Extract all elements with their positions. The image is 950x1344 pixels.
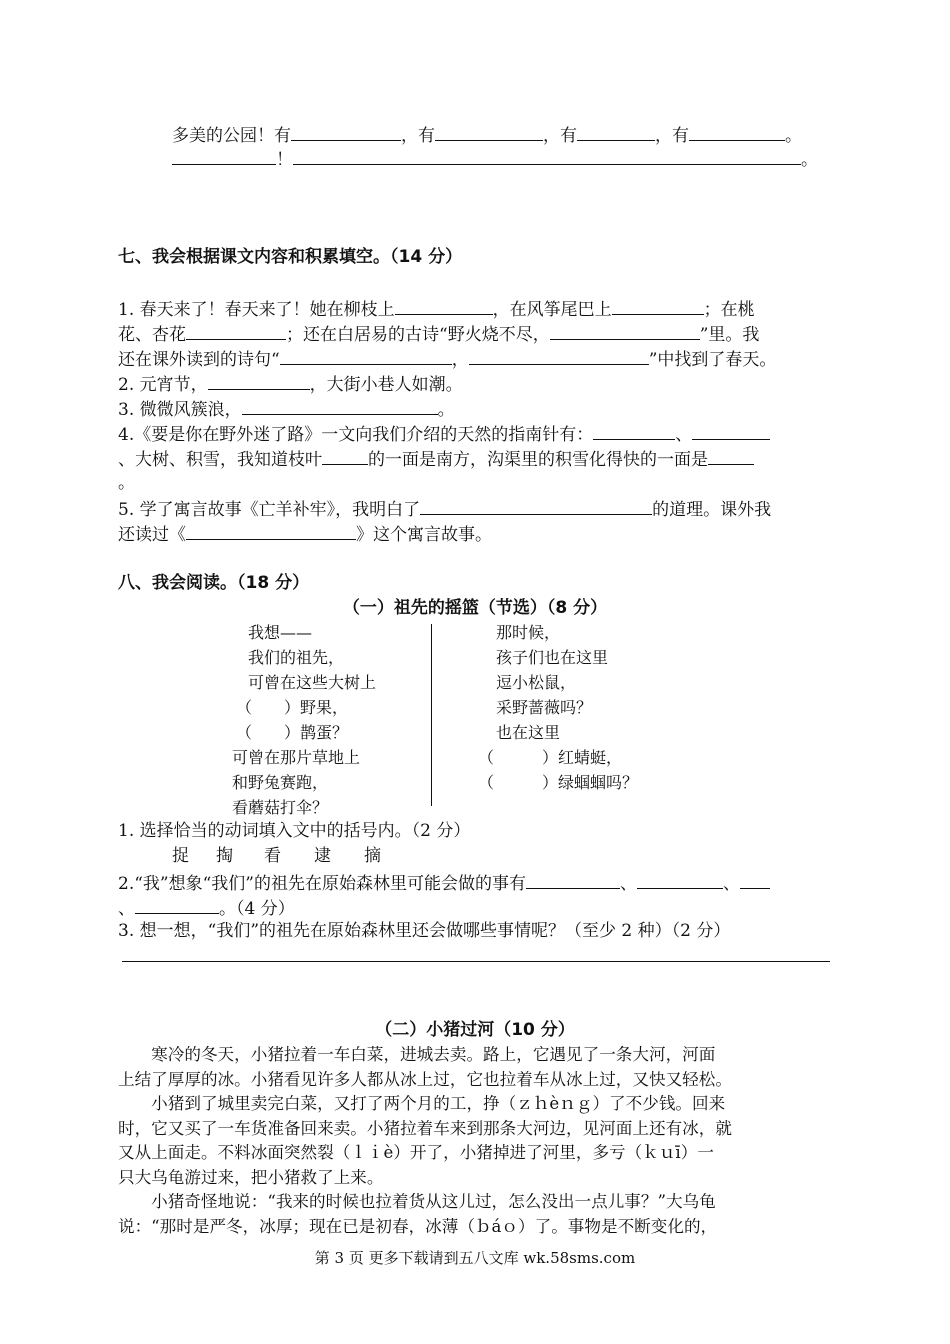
- story-line: 只大乌龟游过来，把小猪救了上来。: [118, 1167, 384, 1187]
- story-line: 说：“那时是严冬，冰厚；现在已是初春，冰薄（ｂáｏ）了。事物是不断变化的，: [118, 1216, 718, 1236]
- q5-blank-2[interactable]: [186, 521, 356, 540]
- story-line: 寒冷的冬天，小猪拉着一车白菜，进城去卖。路上，它遇见了一条大河，河面: [118, 1045, 716, 1064]
- q4-blank-4[interactable]: [708, 446, 754, 465]
- q-text: ”里。我: [699, 325, 760, 345]
- q1-line-3: [118, 346, 776, 372]
- poem-line: 采野蔷薇吗？: [496, 698, 593, 717]
- q1-blank-4[interactable]: [550, 321, 700, 340]
- reading-2-title: （二）小猪过河（10 分）: [375, 1020, 575, 1040]
- q-text: 、: [675, 425, 693, 445]
- reading-q3: 3. 想一想，“我们”的祖先在原始森林里还会做哪些事情呢？（至少 2 种）（2 分）: [118, 921, 731, 941]
- poem-right-column: [478, 620, 638, 795]
- park-blank-6[interactable]: [293, 146, 801, 165]
- q-text: 》这个寓言故事。: [356, 525, 492, 545]
- poem-line[interactable]: （ ）绿蝈蝈吗？: [478, 773, 639, 792]
- q1-blank-6[interactable]: [469, 346, 649, 365]
- poem-line[interactable]: （ ）鹊蛋？: [236, 723, 349, 742]
- park-blank-3[interactable]: [577, 122, 655, 141]
- q-text: 、: [118, 899, 135, 919]
- park-text: 。: [785, 126, 802, 146]
- r2-blank-4[interactable]: [135, 895, 219, 914]
- q4-blank-1[interactable]: [593, 421, 675, 440]
- q-text: ，大街小巷人如潮。: [309, 375, 463, 395]
- q-text: ，: [451, 350, 469, 370]
- q-text: 、: [619, 874, 637, 894]
- park-text: 。: [801, 150, 818, 170]
- q-text: 4.《要是你在野外迷了路》一文向我们介绍的天然的指南针有：: [118, 425, 594, 445]
- q-text: 1. 春天来了！春天来了！她在柳枝上: [118, 300, 395, 320]
- q-text: 的道理。课外我: [652, 500, 772, 520]
- q-text: ；还在白居易的古诗“野火烧不尽，: [286, 325, 550, 345]
- verb-choice[interactable]: 看: [264, 846, 281, 866]
- park-blank-5[interactable]: [172, 146, 276, 165]
- story-line: 小猪到了城里卖完白菜，又打了两个月的工，挣（ｚｈèｎｇ）了不少钱。回来: [118, 1094, 726, 1113]
- verb-choice[interactable]: 掏: [216, 846, 233, 866]
- q3-blank[interactable]: [242, 396, 438, 415]
- park-text: ，有: [401, 126, 435, 146]
- q1-blank-3[interactable]: [186, 321, 286, 340]
- q4-blank-2[interactable]: [692, 421, 770, 440]
- park-text: ，有: [655, 126, 689, 146]
- verb-choice[interactable]: 逮: [314, 846, 331, 866]
- poem-line: 可曾在那片草地上: [232, 748, 361, 767]
- q-text: 、: [722, 874, 740, 894]
- poem-line: 我们的祖先，: [248, 648, 345, 667]
- poem-line: 可曾在这些大树上: [248, 673, 377, 692]
- park-text: ！: [276, 150, 293, 170]
- verb-choice[interactable]: 捉: [172, 846, 189, 866]
- q1-blank-2[interactable]: [612, 296, 704, 315]
- park-blank-4[interactable]: [689, 122, 785, 141]
- q4-line-1: [118, 421, 770, 447]
- q3-line: [118, 396, 455, 422]
- poem-line[interactable]: （ ）野果，: [236, 698, 349, 717]
- r2-blank-3[interactable]: [740, 870, 770, 889]
- q-text: ；在桃: [703, 300, 755, 320]
- park-text: ，有: [543, 126, 577, 146]
- park-text: 多美的公园！有: [172, 126, 291, 146]
- r2-blank-2[interactable]: [637, 870, 723, 889]
- story-line: 上结了厚厚的冰。小猪看见许多人都从冰上过，它也拉着车从冰上过，又快又轻松。: [118, 1069, 732, 1089]
- poem-line: 也在这里: [496, 723, 561, 742]
- q5-line-2: [118, 521, 492, 547]
- q1-line-2: [118, 321, 759, 347]
- reading-q2-line-1: [118, 870, 770, 896]
- park-line-1: [172, 122, 802, 148]
- page-footer: 第 3 页 更多下载请到五八文库 wk.58sms.com: [314, 1249, 636, 1267]
- q-text: ，在风筝尾巴上: [492, 300, 612, 320]
- q-text: 3. 微微风簇浪，: [118, 400, 242, 420]
- q5-blank-1[interactable]: [420, 496, 652, 515]
- verb-choice[interactable]: 摘: [364, 846, 381, 866]
- poem-line[interactable]: （ ）红蜻蜓，: [478, 748, 623, 767]
- story-line: 小猪奇怪地说：“我来的时候也拉着货从这儿过，怎么没出一点儿事？”大乌龟: [118, 1192, 716, 1211]
- q-text: 、大树、积雪，我知道枝叶: [118, 450, 322, 470]
- q4-blank-3[interactable]: [322, 446, 368, 465]
- q-text: 5. 学了寓言故事《亡羊补牢》，我明白了: [118, 500, 421, 520]
- poem-left-column: [232, 620, 376, 820]
- q1-line-1: [118, 296, 755, 322]
- poem-line: 看蘑菇打伞？: [232, 798, 329, 817]
- q-text: 。: [437, 400, 455, 420]
- q-text: 2. 元宵节，: [118, 375, 208, 395]
- story-paragraph: [118, 1043, 732, 1239]
- q2-blank[interactable]: [208, 371, 310, 390]
- q-text: ”中找到了春天。: [648, 350, 777, 370]
- park-blank-2[interactable]: [435, 122, 543, 141]
- section-7-title: 七、我会根据课文内容和积累填空。（14 分）: [118, 247, 463, 267]
- reading-1-title: （一）祖先的摇篮（节选）（8 分）: [342, 598, 608, 618]
- q-text: 的一面是南方，沟渠里的积雪化得快的一面是: [368, 450, 708, 470]
- answer-line[interactable]: [122, 961, 830, 962]
- q-text: 还读过《: [118, 525, 186, 545]
- verb-choices: [172, 844, 394, 868]
- q5-line-1: [118, 496, 771, 522]
- reading-q1: 1. 选择恰当的动词填入文中的括号内。（2 分）: [118, 821, 471, 841]
- park-blank-1[interactable]: [291, 122, 401, 141]
- poem-line: 和野兔赛跑，: [232, 773, 329, 792]
- poem-line: 我想——: [248, 623, 313, 642]
- q4-line-3: [118, 471, 135, 495]
- poem-divider: [431, 624, 432, 806]
- story-line: 又从上面走。不料冰面突然裂（ｌｉè）开了，小猪掉进了河里，多亏（ｋｕī）一: [118, 1143, 714, 1162]
- poem-line: 那时候，: [496, 623, 561, 642]
- q-text: 还在课外读到的诗句“: [118, 350, 280, 370]
- poem-line: 逗小松鼠，: [496, 673, 577, 692]
- q4-line-2: [118, 446, 754, 472]
- section-8-title: 八、我会阅读。（18 分）: [118, 573, 310, 593]
- reading-q2-line-2: [118, 895, 295, 921]
- story-line: 时，它又买了一车货准备回来卖。小猪拉着车来到那条大河边，见河面上还有冰，就: [118, 1118, 732, 1138]
- q-text: 。（4 分）: [219, 899, 295, 919]
- poem-line: 孩子们也在这里: [496, 648, 609, 667]
- q-text: 。: [118, 473, 135, 493]
- park-line-2: [172, 146, 818, 172]
- q1-blank-1[interactable]: [395, 296, 493, 315]
- q1-blank-5[interactable]: [280, 346, 452, 365]
- q2-line: [118, 371, 463, 397]
- q-text: 2.“我”想象“我们”的祖先在原始森林里可能会做的事有: [118, 874, 526, 894]
- q-text: 花、杏花: [118, 325, 186, 345]
- r2-blank-1[interactable]: [526, 870, 620, 889]
